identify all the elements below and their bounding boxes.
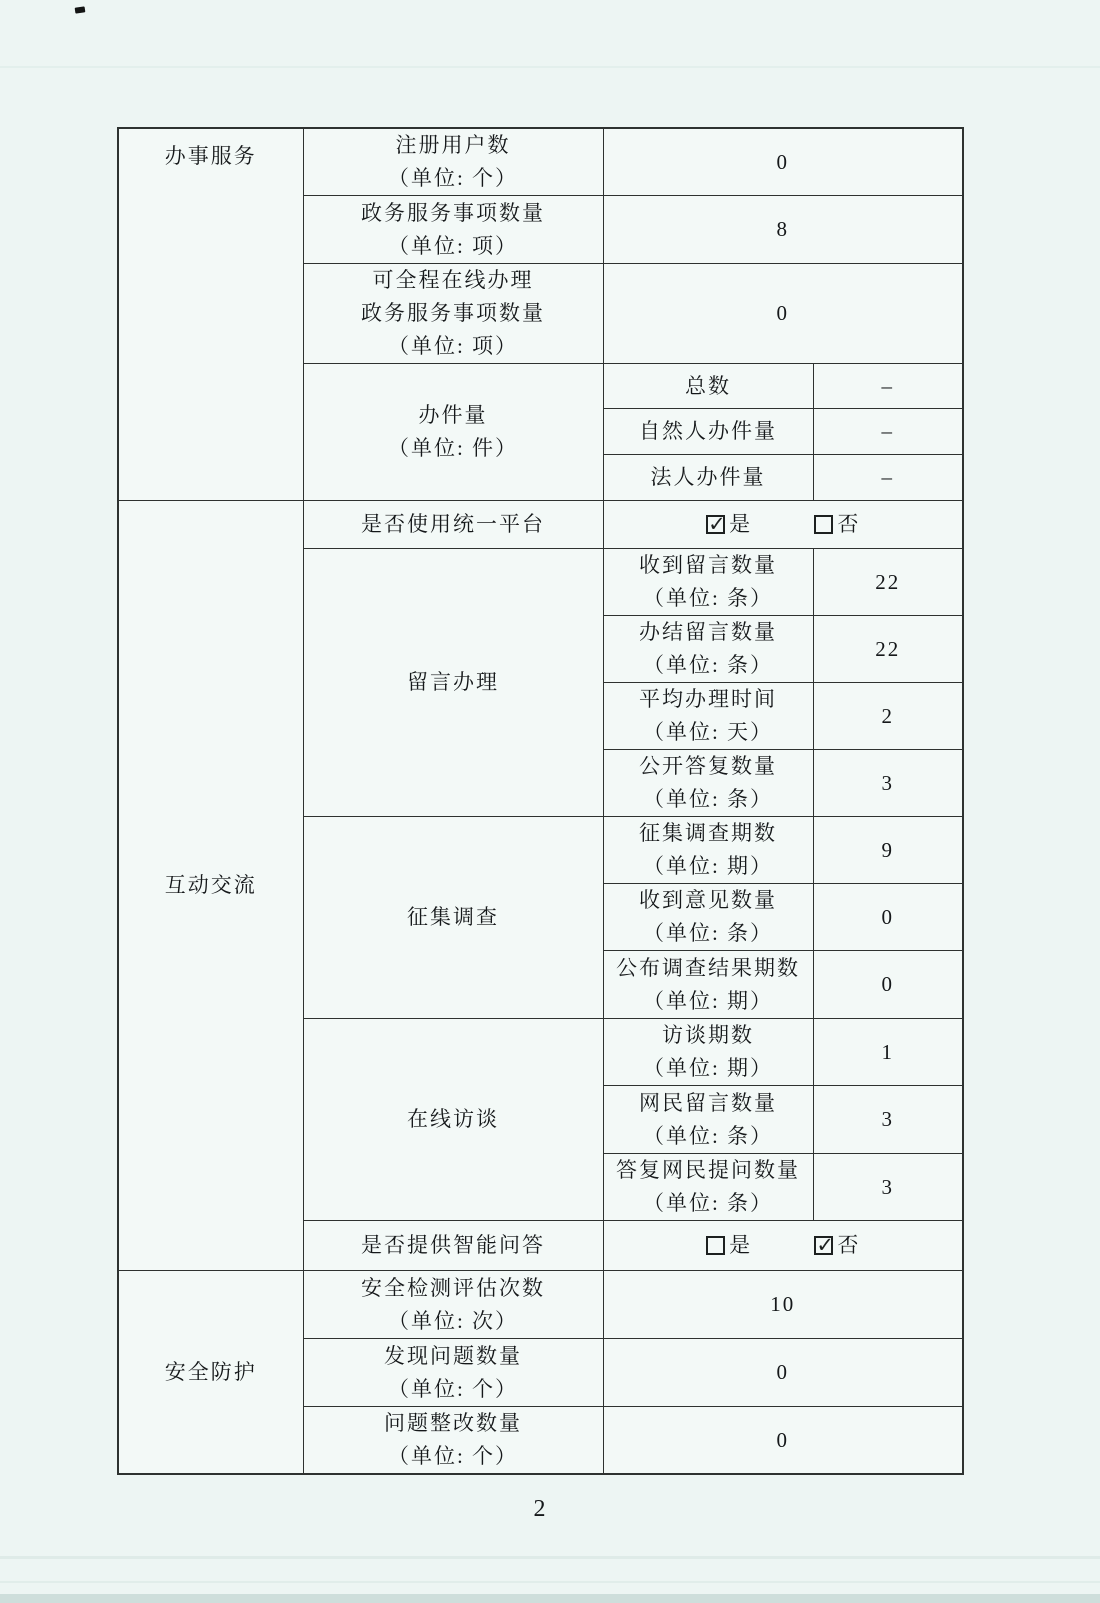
- row-label: 注册用户数: [395, 133, 511, 157]
- subrow-messages-received-value: 22: [813, 549, 963, 616]
- no-option-label: 否: [837, 1233, 860, 1257]
- row-label: 征集调查期数: [639, 821, 777, 845]
- row-unit: （单位: 次）: [387, 1308, 519, 1333]
- subrow-netizen-messages-label-cell: [603, 1086, 813, 1154]
- row-service-items-value: 8: [603, 196, 963, 264]
- subrow-survey-results-label-cell: [603, 951, 813, 1019]
- check-mark-icon: ✓: [816, 1233, 834, 1257]
- page-number: 2: [533, 1496, 546, 1522]
- row-label: 可全程在线办理: [372, 268, 534, 292]
- subrow-interview-periods-value: 1: [813, 1019, 963, 1086]
- group-survey-cell: [303, 817, 603, 1019]
- row-label: 问题整改数量: [384, 1411, 522, 1435]
- subrow-legal-person-label: 法人办件量: [603, 455, 813, 501]
- section-security-label: 安全防护: [164, 1359, 257, 1384]
- section-interaction-cell: [118, 501, 303, 1271]
- group-message-handling-cell: [303, 549, 603, 817]
- checkbox-checked-icon: [814, 1233, 834, 1257]
- row-unit: （单位: 个）: [387, 1444, 519, 1468]
- scan-artifact-mark: [75, 6, 86, 13]
- row-label: 平均办理时间: [639, 687, 777, 711]
- row-label: 发现问题数量: [384, 1343, 522, 1368]
- row-label: 办结留言数量: [639, 620, 777, 644]
- subrow-interview-periods-label-cell: [603, 1019, 813, 1086]
- row-label: 公开答复数量: [639, 754, 777, 778]
- report-table: [117, 127, 964, 1475]
- subrow-total-label: 总数: [603, 364, 813, 409]
- scan-streak: [0, 66, 1100, 68]
- group-label: 在线访谈: [407, 1107, 499, 1131]
- no-option-label: 否: [837, 512, 860, 536]
- group-label: 留言办理: [407, 670, 499, 694]
- subrow-legal-person-value: –: [813, 455, 963, 501]
- row-label: 政务服务事项数量: [361, 200, 545, 225]
- subrow-total-value: –: [813, 364, 963, 409]
- group-online-interview-cell: [303, 1019, 603, 1221]
- row-unit: （单位: 条）: [642, 1123, 774, 1148]
- row-unit: （单位: 期）: [642, 854, 774, 878]
- subrow-questions-answered-value: 3: [813, 1154, 963, 1221]
- row-label: 安全检测评估次数: [361, 1275, 545, 1300]
- subrow-messages-received-label-cell: [603, 549, 813, 616]
- subrow-questions-answered-label-cell: [603, 1154, 813, 1221]
- row-unit: （单位: 期）: [642, 988, 774, 1013]
- group-label: 办件量: [418, 403, 488, 427]
- row-label: 收到意见数量: [639, 888, 777, 912]
- subrow-natural-person-value: –: [813, 409, 963, 455]
- subrow-opinions-received-label-cell: [603, 884, 813, 951]
- section-security-cell: [118, 1271, 303, 1475]
- table-row: [118, 1271, 963, 1339]
- table-row: [118, 128, 963, 196]
- group-label: 征集调查: [407, 905, 499, 929]
- row-label: 访谈期数: [662, 1023, 754, 1047]
- question-smart-qa-label: 是否提供智能问答: [303, 1221, 603, 1271]
- row-unit: （单位: 条）: [642, 653, 774, 677]
- row-unit: （单位: 个）: [387, 1376, 519, 1401]
- row-label: 网民留言数量: [639, 1090, 777, 1115]
- subrow-netizen-messages-value: 3: [813, 1086, 963, 1154]
- row-unit: （单位: 项）: [387, 233, 519, 258]
- scan-streak: [0, 1556, 1100, 1559]
- scan-edge-band: [0, 1594, 1100, 1603]
- subrow-survey-periods-value: 9: [813, 817, 963, 884]
- table-row: [118, 501, 963, 549]
- row-full-online-items-label-cell: [303, 264, 603, 364]
- subrow-opinions-received-value: 0: [813, 884, 963, 951]
- row-unit: （单位: 条）: [642, 787, 774, 811]
- row-label: 收到留言数量: [639, 553, 777, 577]
- row-problems-found-value: 0: [603, 1339, 963, 1407]
- section-office-services-label: 办事服务: [164, 144, 257, 168]
- yes-option-label: 是: [729, 1233, 752, 1257]
- checkbox-unchecked-icon: [814, 515, 833, 534]
- check-mark-icon: ✓: [708, 512, 726, 536]
- scan-streak: [0, 1581, 1100, 1583]
- subrow-natural-person-label: 自然人办件量: [603, 409, 813, 455]
- row-security-assessments-label-cell: [303, 1271, 603, 1339]
- row-label: 政务服务事项数量: [361, 301, 545, 325]
- section-interaction-label: 互动交流: [164, 873, 257, 897]
- row-unit: （单位: 天）: [642, 720, 774, 744]
- row-security-assessments-value: 10: [603, 1271, 963, 1339]
- row-unit: （单位: 条）: [642, 1191, 774, 1215]
- subrow-average-handling-time-label-cell: [603, 683, 813, 750]
- subrow-survey-periods-label-cell: [603, 817, 813, 884]
- row-label: 答复网民提问数量: [616, 1158, 800, 1182]
- smart-qa-no-option: [814, 1233, 859, 1257]
- row-registered-users-value: 0: [603, 128, 963, 196]
- row-full-online-items-value: 0: [603, 264, 963, 364]
- row-problems-rectified-value: 0: [603, 1407, 963, 1475]
- yes-option-label: 是: [729, 512, 752, 536]
- subrow-public-replies-label-cell: [603, 750, 813, 817]
- subrow-messages-completed-value: 22: [813, 616, 963, 683]
- row-service-items-label-cell: [303, 196, 603, 264]
- group-unit: （单位: 件）: [387, 436, 519, 460]
- row-registered-users-label-cell: [303, 128, 603, 196]
- subrow-survey-results-value: 0: [813, 951, 963, 1019]
- row-unit: （单位: 条）: [642, 586, 774, 610]
- subrow-messages-completed-label-cell: [603, 616, 813, 683]
- row-unit: （单位: 项）: [387, 334, 519, 358]
- section-office-services-cell: [118, 128, 303, 501]
- question-smart-qa-answer-cell: [603, 1221, 963, 1271]
- checkbox-unchecked-icon: [706, 1236, 725, 1255]
- subrow-average-handling-time-value: 2: [813, 683, 963, 750]
- checkbox-checked-icon: [706, 512, 726, 536]
- row-problems-found-label-cell: [303, 1339, 603, 1407]
- subrow-public-replies-value: 3: [813, 750, 963, 817]
- row-label: 公布调查结果期数: [616, 955, 800, 980]
- row-unit: （单位: 条）: [642, 921, 774, 945]
- row-unit: （单位: 个）: [387, 166, 519, 190]
- smart-qa-yes-option: [706, 1233, 758, 1257]
- group-case-volume-cell: [303, 364, 603, 501]
- question-unified-platform-answer-cell: [603, 501, 963, 549]
- row-problems-rectified-label-cell: [303, 1407, 603, 1475]
- unified-platform-no-option: [814, 512, 859, 536]
- row-unit: （单位: 期）: [642, 1056, 774, 1080]
- unified-platform-yes-option: [706, 512, 758, 536]
- question-unified-platform-label: 是否使用统一平台: [303, 501, 603, 549]
